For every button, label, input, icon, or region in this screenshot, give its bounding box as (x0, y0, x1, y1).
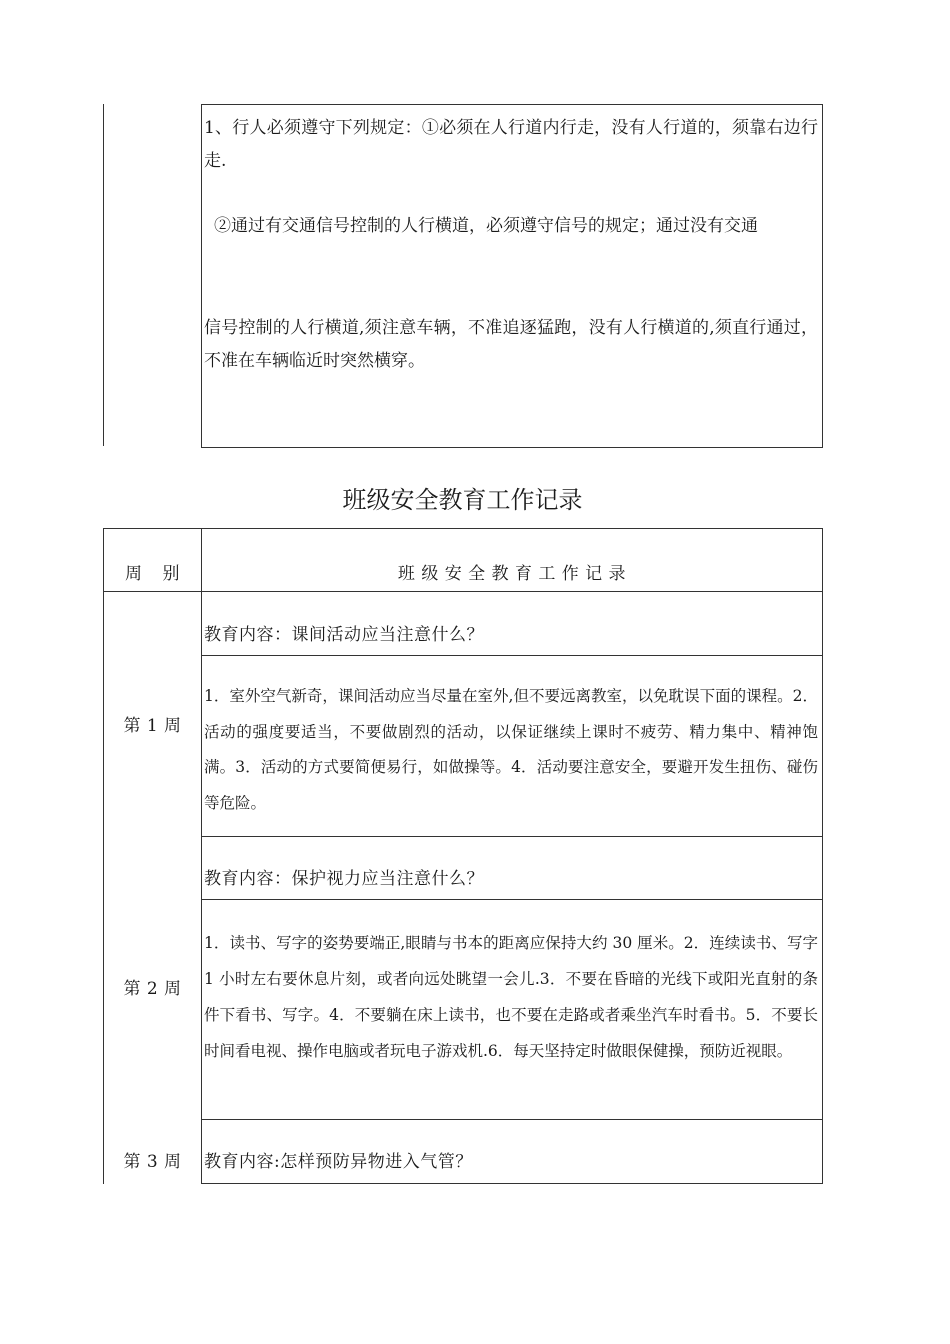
header-record: 班 级 安 全 教 育 工 作 记 录 (397, 564, 627, 584)
w2-topic-divider (201, 899, 823, 900)
column-divider (201, 528, 202, 1184)
week-2-topic: 教育内容：保护视力应当注意什么？ (204, 869, 484, 889)
page-title: 班级安全教育工作记录 (342, 486, 583, 514)
week-2-label: 第 2 周 (123, 979, 182, 999)
top-paragraph-2: ②通过有交通信号控制的人行横道，必须遵守信号的规定；通过没有交通 (214, 216, 758, 236)
week-3-label: 第 3 周 (123, 1152, 182, 1172)
week-2-content: 1．读书、写字的姿势要端正,眼睛与书本的距离应保持大约 30 厘米。2．连续读书、写字 1 小时左右要休息片刻，或者向远处眺望一会儿.3．不要在昏暗的光线下或阳光直射的条件下看书、写字。4．不要躺在床上读书，也不要在走路或者乘坐汽车时看书。5．不要长时间看电视、操作电脑或者玩电子游戏机.6．每天坚持定时做眼保健操，预防近视眼。 (204, 934, 818, 1060)
top-paragraph-3: 信号控制的人行横道,须注意车辆，不准追逐猛跑，没有人行横道的,须直行通过，不准在车辆临近时突然横穿。 (204, 318, 818, 371)
week-3-topic: 教育内容:怎样预防异物进入气管？ (204, 1152, 473, 1172)
left-border-top (103, 104, 104, 446)
w1-topic-divider (201, 655, 823, 656)
top-paragraph-1: 1、行人必须遵守下列规定：①必须在人行道内行走，没有人行道的，须靠右边行走. (204, 118, 818, 171)
w2-row-divider (201, 1119, 823, 1120)
week-1-content: 1．室外空气新奇，课间活动应当尽量在室外,但不要远离教室，以免耽误下面的课程。2．活动的强度要适当，不要做剧烈的活动，以保证继续上课时不疲劳、精力集中、精神饱满。3．活动的方式要简便易行，如做操等。4．活动要注意安全，要避开发生扭伤、碰伤等危险。 (204, 687, 818, 812)
w1-row-divider (201, 836, 823, 837)
w3-bottom (201, 1183, 823, 1184)
header-divider (103, 591, 823, 592)
header-week: 周 别 (125, 564, 180, 584)
week-1-topic: 教育内容：课间活动应当注意什么？ (204, 625, 484, 645)
week-1-label: 第 1 周 (123, 716, 182, 736)
